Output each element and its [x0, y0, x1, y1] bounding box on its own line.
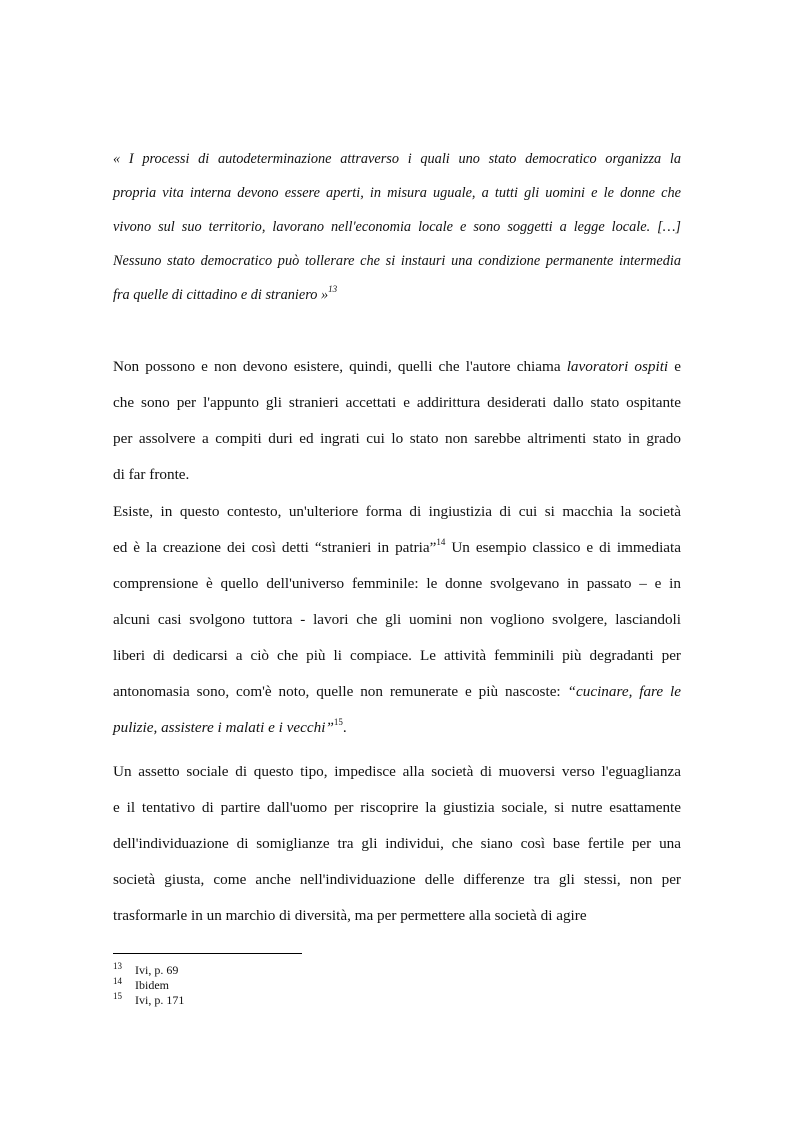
footnote: 14 Ibidem	[113, 976, 169, 992]
paragraph-line: società giusta, come anche nell'individuazione delle differenze tra gli stessi, non per	[113, 871, 681, 888]
emphasis: “cucinare, fare le	[567, 683, 681, 700]
footnote: 15 Ivi, p. 171	[113, 991, 185, 1007]
paragraph-line: trasformarle in un marchio di diversità, ma per permettere alla società di agire	[113, 907, 587, 924]
text-run: Non possono e non devono esistere, quindi, quelli che l'autore chiama	[113, 358, 567, 375]
footnote-text: Ibidem	[135, 978, 169, 992]
paragraph-line	[113, 683, 681, 701]
paragraph-line: e il tentativo di partire dall'uomo per riscoprire la giustizia sociale, si nutre esattamente	[113, 799, 681, 816]
paragraph-line: comprensione è quello dell'universo femminile: le donne svolgevano in passato – e in	[113, 575, 681, 592]
paragraph-line: dell'individuazione di somiglianze tra gli individui, che siano così base fertile per una	[113, 835, 681, 852]
text-run: Un esempio classico e di immediata	[445, 539, 681, 556]
quote-line: propria vita interna devono essere aperti, in misura uguale, a tutti gli uomini e le donne che	[113, 185, 681, 201]
paragraph-line: alcuni casi svolgono tuttora - lavori che gli uomini non vogliono svolgere, lasciandoli	[113, 611, 681, 628]
emphasis: pulizie, assistere i malati e i vecchi”	[113, 719, 334, 736]
paragraph-line	[113, 716, 347, 737]
footnote-text: Ivi, p. 69	[135, 963, 179, 977]
footnote-text: Ivi, p. 171	[135, 993, 185, 1007]
text-run: .	[342, 719, 347, 736]
paragraph-line: di far fronte.	[113, 466, 190, 483]
text-run: ed è la creazione dei così detti “stranieri in patria”	[113, 539, 437, 556]
footnote: 13 Ivi, p. 69	[113, 961, 179, 977]
paragraph-line: che sono per l'appunto gli stranieri accettati e addirittura desiderati dallo stato ospitante	[113, 394, 681, 411]
footnote-separator	[113, 953, 302, 954]
quote-line: Nessuno stato democratico può tollerare che si instauri una condizione permanente intermedia	[113, 253, 681, 269]
text-run: e	[668, 358, 682, 375]
footnote-ref[interactable]: 14	[436, 536, 446, 547]
emphasis: lavoratori ospiti	[566, 358, 669, 375]
quote-line: vivono sul suo territorio, lavorano nell'economia locale e sono soggetti a legge locale. […]	[113, 219, 681, 235]
text-run: antonomasia sono, com'è noto, quelle non remunerate e più nascoste:	[113, 683, 568, 700]
paragraph-line: Un assetto sociale di questo tipo, impedisce alla società di muoversi verso l'eguaglianza	[113, 763, 681, 780]
quote-line: « I processi di autodeterminazione attraverso i quali uno stato democratico organizza la	[113, 151, 681, 167]
footnote-ref[interactable]: 15	[333, 716, 343, 727]
footnote-ref[interactable]: 13	[328, 284, 338, 295]
paragraph-line	[113, 536, 681, 557]
quote-line-text: fra quelle di cittadino e di straniero »	[113, 287, 329, 303]
quote-line	[113, 286, 337, 304]
paragraph-line: liberi di dedicarsi a ciò che più li compiace. Le attività femminili più degradanti per	[113, 647, 681, 664]
paragraph-line	[113, 358, 681, 376]
paragraph-line: Esiste, in questo contesto, un'ulteriore forma di ingiustizia di cui si macchia la società	[113, 503, 681, 520]
paragraph-line: per assolvere a compiti duri ed ingrati cui lo stato non sarebbe altrimenti stato in grado	[113, 430, 681, 447]
